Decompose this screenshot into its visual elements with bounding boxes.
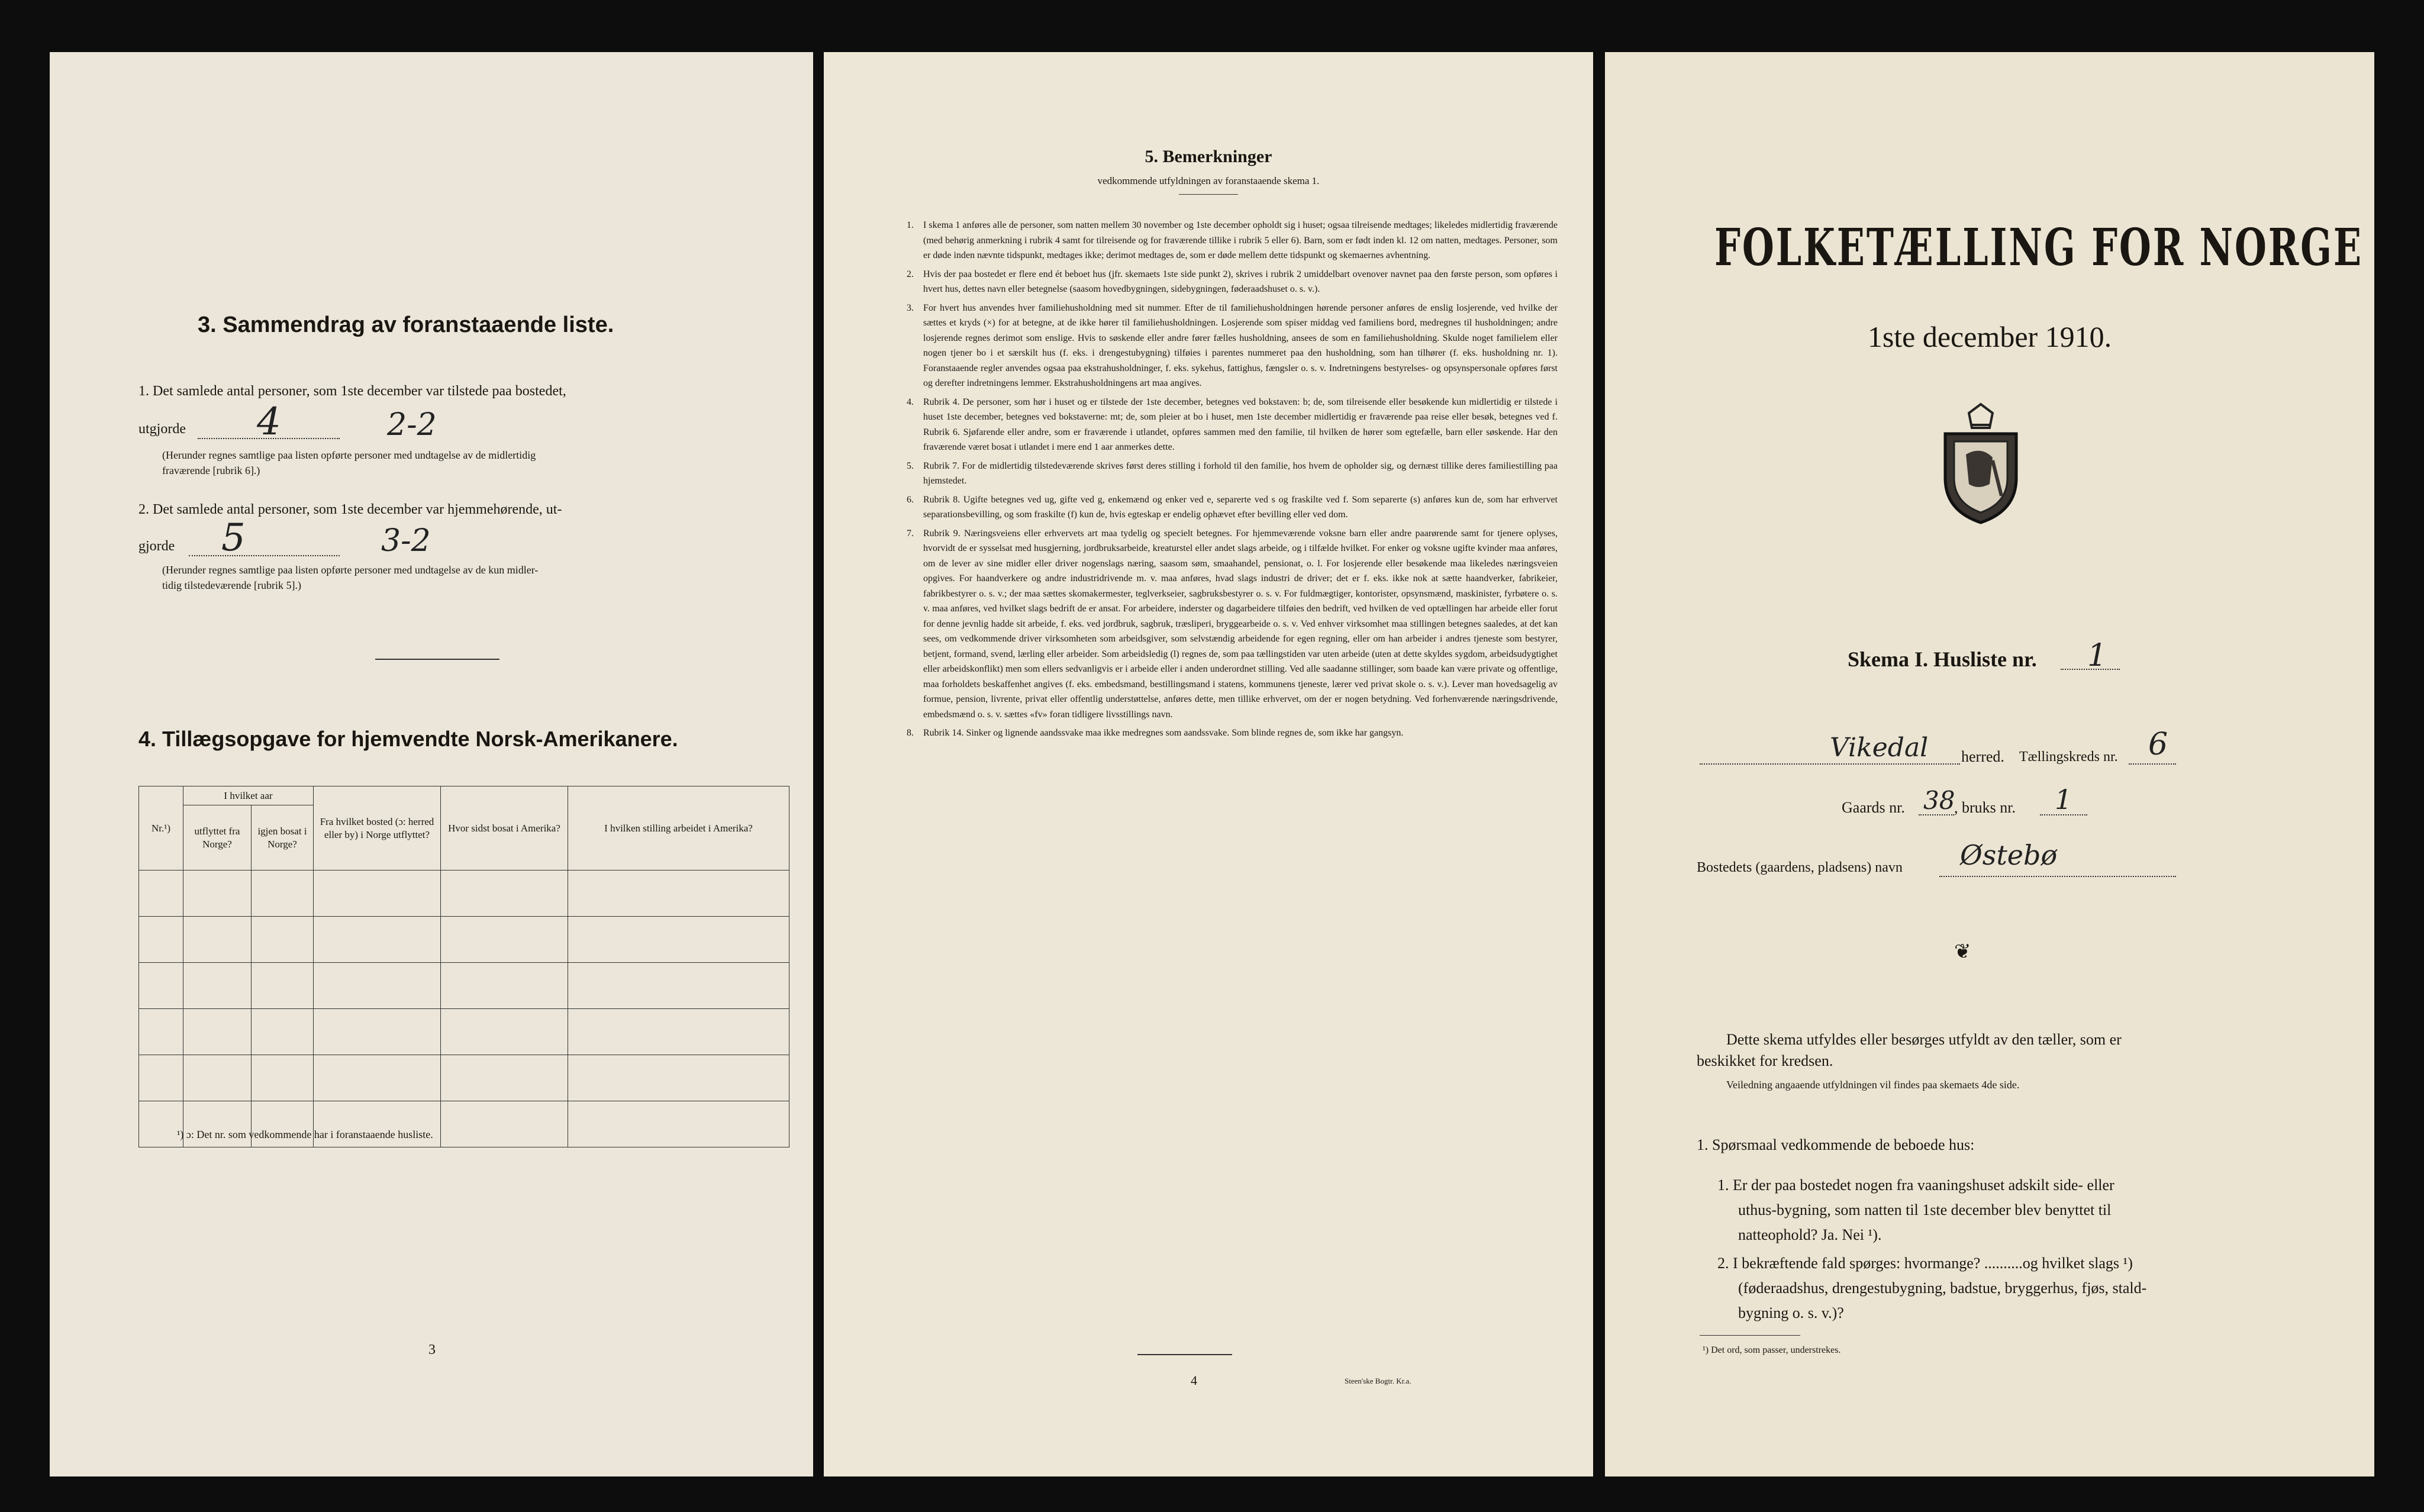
item2-note-1: (Herunder regnes samtlige paa listen opførte personer med undtagelse av de kun midler- xyxy=(162,564,539,576)
remarks-list xyxy=(907,218,1558,744)
herred-label: herred. xyxy=(1961,748,2004,765)
page-1 xyxy=(1605,52,2374,1476)
remark-text: For hvert hus anvendes hver familiehusholdning med sit nummer. Efter de til familiehusholdningen hørende personer anføres de enslig losjerende, ved hvilke der sættes et kryds (×) for at betegne, at de ikke hører til familiehusholdningen. Losjerende som spiser middag ved familiens bord, medregnes til husholdningen; andre losjerende regnes derimot som enslige. Hvis to søskende eller andre fører fælles husholdning, ansees de som en familiehusholdning. Skulde noget familielem eller nogen tjener bo i et særskilt hus (f. eks. i drengestubygning) tilføies i parentes nummeret paa den husholdning, som han tilhører (f. eks. husholdning nr. 1). Foranstaaende regler anvendes ogsaa paa ekstrahusholdninger, f. eks. sykehus, fattighus, fængsler o. s. v. Indretningens bestyrelses- og opsynspersonale opføres først og derefter indretningens lemmer. Ekstrahusholdningens art maa angives. xyxy=(923,302,1558,388)
remark-text: Rubrik 8. Ugifte betegnes ved ug, gifte ved g, enkemænd og enker ved e, separerte ved s og fraskilte ved f. Som separerte (s) anføres kun de, som har erhvervet separationsbevilling, og som fraskilte (f) kun de, hvis egteskap er endelig ophævet efter bevilling eller ved dom. xyxy=(923,494,1558,520)
col-from-where: Fra hvilket bosted (ɔ: herred eller by) i Norge utflyttet? xyxy=(314,786,441,871)
kreds-label: Tællingskreds nr. xyxy=(2019,749,2118,765)
remark-number: 5. xyxy=(907,460,914,471)
page-number: 3 xyxy=(428,1342,436,1358)
herred-handwritten: Vikedal xyxy=(1830,733,1929,763)
coat-of-arms xyxy=(1936,401,2025,528)
intro-line-2: beskikket for kredsen. xyxy=(1697,1052,1833,1069)
remark-item xyxy=(907,492,1558,523)
item1-note-2: fraværende [rubrik 6].) xyxy=(162,465,260,476)
ornament-icon: ❦ xyxy=(1954,941,1971,963)
remark-item xyxy=(907,301,1558,391)
table-row xyxy=(139,917,789,963)
q1-1-line-1: 1. Er der paa bostedet nogen fra vaaningshuset adskilt side- eller xyxy=(1717,1176,2114,1194)
q1-1-line-3: natteophold? Ja. Nei ¹). xyxy=(1738,1226,1882,1243)
remark-number: 4. xyxy=(907,396,914,407)
remark-item xyxy=(907,726,1558,741)
page-3 xyxy=(50,52,813,1476)
item2-handwritten-1: 5 xyxy=(221,516,246,560)
title-rule xyxy=(1179,194,1238,195)
main-title: FOLKETÆLLING FOR NORGE xyxy=(1714,218,2363,278)
remark-text: Rubrik 14. Sinker og lignende aandssvake maa ikke medregnes som aandssvake. Som blinde regnes de, som ikke har gangsyn. xyxy=(923,728,1404,738)
remark-number: 2. xyxy=(907,269,914,279)
section-4-title: 4. Tillægsopgave for hjemvendte Norsk-Amerikanere. xyxy=(138,727,678,751)
item1-text: 1. Det samlede antal personer, som 1ste december var tilstede paa bostedet, xyxy=(138,383,566,399)
item2-text: 2. Det samlede antal personer, som 1ste december var hjemmehørende, ut- xyxy=(138,502,562,517)
item2-note-2: tidig tilstedeværende [rubrik 5].) xyxy=(162,579,301,591)
col-returned: igjen bosat i Norge? xyxy=(252,805,314,871)
col-year-group: I hvilket aar xyxy=(183,786,314,805)
herred-dots xyxy=(1700,763,1960,765)
col-emigrated: utflyttet fra Norge? xyxy=(183,805,252,871)
remark-text: Rubrik 4. De personer, som hør i huset og er tilstede der 1ste december, betegnes ved bokstaven: b; de, som tilreisende eller besøkende kun midlertidig er tilstede i huset 1ste december, betegnes ved bokstaverne: mt; de, som pleier at bo i huset, men 1ste december midlertidig er fraværende paa reise eller besøk, betegnes ved f. Rubrik 6. Sjøfarende eller andre, som er fraværende i utlandet, opføres sammen med den familie, til hvilken de hører som egtefælle, barn eller søskende. Har den fraværende været bosat i utlandet i mere end 1 aar anmerkes dette. xyxy=(923,396,1558,452)
bosted-dots xyxy=(1939,876,2176,877)
remark-number: 7. xyxy=(907,528,914,539)
divider xyxy=(375,659,499,660)
page-4 xyxy=(824,52,1593,1476)
q1-2-line-3: bygning o. s. v.)? xyxy=(1738,1304,1844,1321)
item1-handwritten-2: 2-2 xyxy=(387,407,437,443)
table-row xyxy=(139,963,789,1009)
q1-2-line-2: (føderaadshus, drengestubygning, badstue, bryggerhus, fjøs, stald- xyxy=(1738,1279,2147,1297)
table-row xyxy=(139,1009,789,1055)
remark-number: 6. xyxy=(907,494,914,505)
remark-number: 3. xyxy=(907,302,914,313)
table-row xyxy=(139,1055,789,1101)
remark-item xyxy=(907,267,1558,297)
col-nr: Nr.¹) xyxy=(139,786,183,871)
item2-dots xyxy=(189,555,340,556)
bottom-rule xyxy=(1137,1354,1232,1355)
remark-text: Rubrik 9. Næringsveiens eller erhvervets art maa tydelig og specielt betegnes. For hjemmeværende voksne barn eller andre paarørende samt for tjenere oplyses, hvorvidt de er sysselsat med husgjerning, jordbruksarbeide, kreaturstel eller andet slags arbeide, og i tilfælde hvilket. For enker og voksne ugifte kvinder maa anføres, om de lever av sine midler eller driver nogenslags næring, saasom søm, smaahandel, pensionat, o. l. For losjerende eller besøkende maa likeledes næringsveien opgives. For haandverkere og andre industridrivende m. v. maa anføres, hvad slags industri de driver; det er f. eks. ikke nok at sætte haandverker, fabrikeier, fabrikbestyrer o. s. v.; der maa sættes skomakermester, teglverkseier, sagbruksbestyrer o. s. v. For fuldmægtiger, kontorister, opsynsmænd, maskinister, fyrbøtere o. s. v. maa anføres, ved hvilket slags bedrift de er ansat. For arbeidere, inderster og dagarbeidere tilføies den bedrift, ved hvilken de ved optællingen har arbeide eller forut for denne jevnlig hadde sit arbeide, f. eks. ved jordbruk, sagbruk, træsliperi, bryggearbeide o. s. v. Ved enhver virksomhet maa stillingen betegnes saaledes, at det kan sees, om vedkommende driver virksomheten som arbeidsgiver, som selvstændig arbeidende for egen regning, eller om han arbeider i andres tjeneste som bestyrer, betjent, formand, svend, lærling eller arbeider. Som arbeidsledig (l) regnes de, som paa tællingstiden var uten arbeide (uten at dette skyldes sygdom, arbeidsudygtighet eller arbeidskonflikt) men som ellers sedvanligvis er i arbeide eller i anden underordnet stilling. Ved alle saadanne stillinger, som baade kan være private og offentlige, maa forholdets beskaffenhet angives (f. eks. embedsmand, bestillingsmand i statens, kommunens tjeneste, lærer ved privat skole o. s. v.). Lever man hovedsagelig av formue, pension, livrente, privat eller offentlig understøttelse, anføres dette, men tillike erhvervet, om der er nogen betydning. Ved forhenværende næringsdrivende, embedsmænd o. s. v. sættes «fv» foran tidligere livsstillings navn. xyxy=(923,528,1558,720)
remark-item xyxy=(907,395,1558,455)
remark-text: Rubrik 7. For de midlertidig tilstedeværende skrives først deres stilling i forhold til den familie, hos hvem de opholder sig, og dernæst tillike deres familiestilling paa hjemstedet. xyxy=(923,460,1558,486)
footnote: ¹) Det ord, som passer, understrekes. xyxy=(1703,1345,1841,1355)
footnote: ¹) ɔ: Det nr. som vedkommende har i foranstaaende husliste. xyxy=(177,1129,433,1140)
printer-mark: Steen'ske Bogtr. Kr.a. xyxy=(1345,1376,1411,1385)
gaards-label: Gaards nr. xyxy=(1842,799,1905,816)
item1-utgjorde: utgjorde xyxy=(138,421,186,437)
bruks-handwritten: 1 xyxy=(2055,784,2072,815)
item1-handwritten-1: 4 xyxy=(257,400,281,444)
remark-number: 8. xyxy=(907,728,914,738)
item2-utgjorde: gjorde xyxy=(138,539,175,554)
remark-text: I skema 1 anføres alle de personer, som natten mellem 30 november og 1ste december opholdt sig i huset; ogsaa tilreisende medtages; likeledes midlertidig fraværende (med behørig anmerkning i rubrik 4 samt for tilreisende og for fraværende tillike i rubrik 5 eller 6). Barn, som er født inden kl. 12 om natten, medtages. Personer, som er døde inden nævnte tidspunkt, medtages ikke; derimot medtages de, som er døde mellem dette tidspunkt og skemaernes avhentning. xyxy=(923,220,1558,260)
kreds-handwritten: 6 xyxy=(2148,727,2168,762)
schema-label: Skema I. Husliste nr. xyxy=(1848,647,2037,671)
col-occupation: I hvilken stilling arbeidet i Amerika? xyxy=(568,786,789,871)
bosted-label: Bostedets (gaardens, pladsens) navn xyxy=(1697,860,1903,875)
q1-2-line-1: 2. I bekræftende fald spørges: hvormange? ..........og hvilket slags ¹) xyxy=(1717,1255,2133,1272)
remark-number: 1. xyxy=(907,220,914,230)
col-last-america: Hvor sidst bosat i Amerika? xyxy=(441,786,568,871)
q1-title: 1. Spørsmaal vedkommende de beboede hus: xyxy=(1697,1136,1975,1153)
remark-item xyxy=(907,218,1558,263)
census-date: 1ste december 1910. xyxy=(1867,320,2112,353)
item2-handwritten-2: 3-2 xyxy=(381,523,431,559)
guidance-text: Veiledning angaaende utfyldningen vil findes paa skemaets 4de side. xyxy=(1726,1079,2020,1091)
norsk-amerikanere-table xyxy=(138,786,789,1147)
bosted-handwritten: Østebø xyxy=(1960,839,2058,871)
bruks-label: , bruks nr. xyxy=(1954,799,2016,816)
page-number: 4 xyxy=(1191,1373,1197,1388)
remark-item xyxy=(907,526,1558,723)
remarks-title: 5. Bemerkninger xyxy=(1145,147,1272,166)
remark-item xyxy=(907,459,1558,489)
kreds-dots xyxy=(2129,763,2176,765)
gaards-handwritten: 38 xyxy=(1923,786,1955,815)
footnote-rule xyxy=(1700,1335,1800,1336)
remark-text: Hvis der paa bostedet er flere end ét beboet hus (jfr. skemaets 1ste side punkt 2), skrives i rubrik 2 umiddelbart ovenover navnet paa den første person, som opføres i hvert hus, dettes navn eller betegnelse (saasom hovedbygningen, sidebygningen, føderaadshuset o. s. v.). xyxy=(923,269,1558,294)
schema-handwritten: 1 xyxy=(2087,638,2107,673)
remarks-subtitle: vedkommende utfyldningen av foranstaaende skema 1. xyxy=(1097,175,1320,186)
intro-line-1: Dette skema utfyldes eller besørges utfyldt av den tæller, som er xyxy=(1726,1031,2122,1048)
section-3-title: 3. Sammendrag av foranstaaende liste. xyxy=(198,312,614,337)
item1-note-1: (Herunder regnes samtlige paa listen opførte personer med undtagelse av de midlertidig xyxy=(162,449,536,461)
q1-1-line-2: uthus-bygning, som natten til 1ste december blev benyttet til xyxy=(1738,1201,2112,1218)
table-row xyxy=(139,871,789,917)
